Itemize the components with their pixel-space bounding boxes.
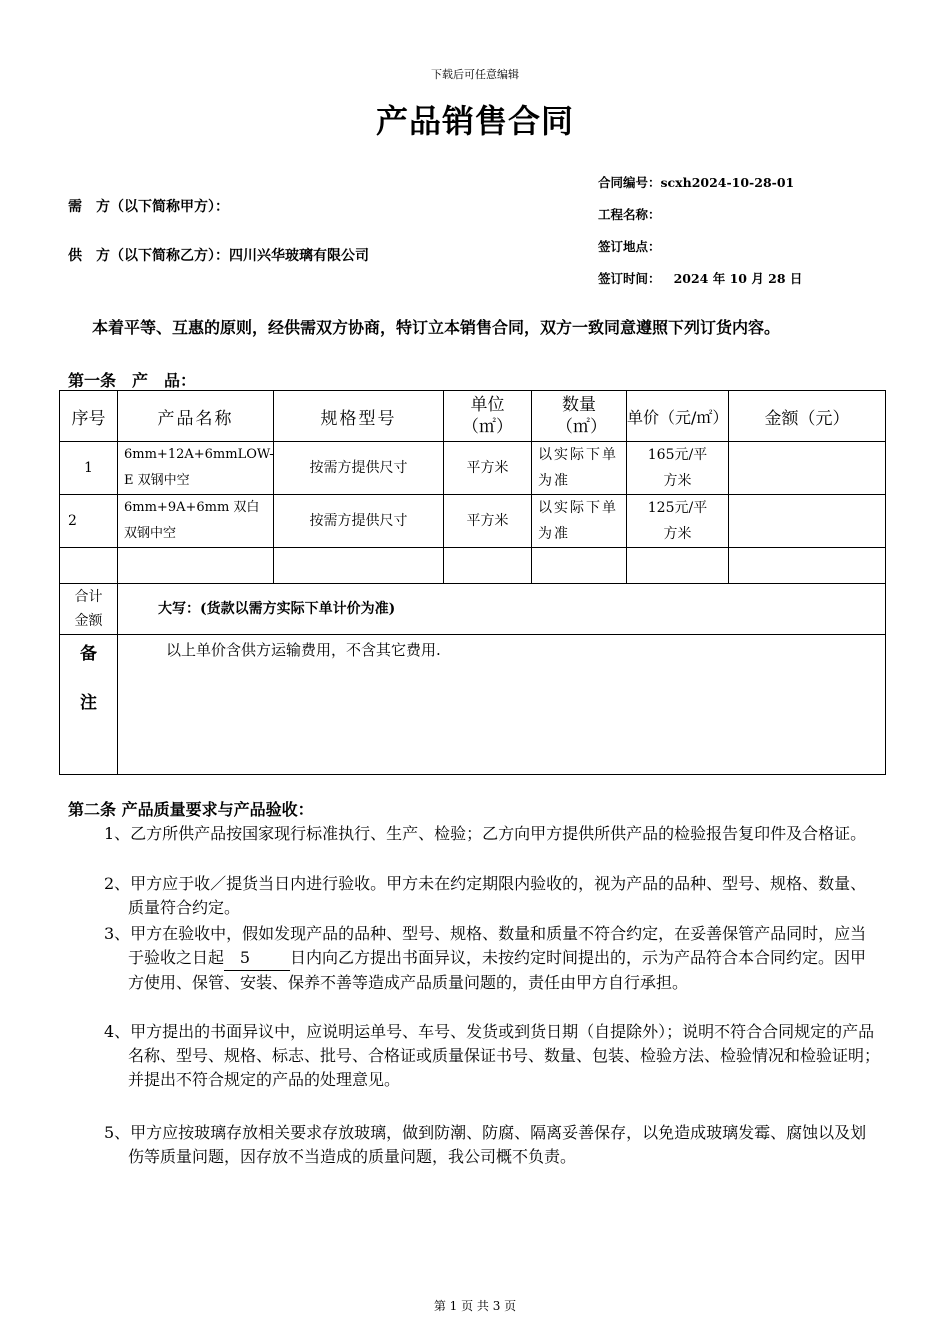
row-1-unit: 平方米 [444, 442, 532, 495]
sign-time-value: 2024 年 10 月 28 日 [673, 271, 803, 286]
page-footer: 第 1 页 共 3 页 [433, 1299, 517, 1313]
row-2-name: 6mm+9A+6mm 双白双钢中空 [118, 495, 274, 548]
clause-4 [104, 1020, 880, 1092]
row-2-spec: 按需方提供尺寸 [274, 495, 444, 548]
clause-2 [104, 872, 880, 920]
document-title: 产品销售合同 [375, 102, 574, 140]
total-text: 大写：(货款以需方实际下单计价为准) [118, 584, 886, 635]
section-1-title: 第一条 产 品： [68, 371, 197, 390]
clause-1 [104, 822, 880, 846]
seller-line: 供 方（以下简称乙方）：四川兴华玻璃有限公司 [68, 248, 369, 264]
header-name: 产品名称 [118, 391, 274, 442]
clause-3-part-b: 日内向乙方提出书面异议，未按约定时间提出的，示为产品符合本合同约定。因甲方使用、保管、安装、保养不善等造成产品质量问题的，责任由甲方自行承担。 [128, 948, 867, 992]
remark-row [60, 635, 886, 775]
section-2-title: 第二条 产品质量要求与产品验收： [68, 800, 314, 819]
table-row [60, 442, 886, 495]
clause-2-text: 2、甲方应于收／提货当日内进行验收。甲方未在约定期限内验收的，视为产品的品种、型号、规格、数量、质量符合约定。 [104, 874, 867, 917]
row-2-amount [729, 495, 886, 548]
table-row [60, 495, 886, 548]
buyer-line: 需 方（以下简称甲方）： [68, 199, 229, 215]
header-no: 序号 [60, 391, 118, 442]
row-2-unit: 平方米 [444, 495, 532, 548]
remark-label-1: 备 [80, 644, 97, 664]
remark-label [60, 635, 118, 775]
remark-text: 以上单价含供方运输费用，不含其它费用. [118, 635, 886, 775]
product-table [59, 390, 886, 775]
header-note: 下载后可任意编辑 [431, 68, 519, 81]
table-row-empty [60, 548, 886, 584]
row-1-price: 165元/平方米 [627, 442, 729, 495]
clause-3-text [104, 922, 880, 995]
clause-3-days: 5 [224, 946, 290, 971]
header-unit: 单位（㎡） [444, 391, 532, 442]
row-2-no: 2 [60, 495, 118, 548]
clause-3-part-a: 3、甲方在验收中，假如发现产品的品种、型号、规格、数量和质量不符合约定，在妥善保管产品同时，应当于验收之日起 [104, 924, 867, 967]
sign-place: 签订地点： [598, 239, 661, 254]
clause-5 [104, 1121, 880, 1169]
clause-5-text: 5、甲方应按玻璃存放相关要求存放玻璃，做到防潮、防腐、隔离妥善保存，以免造成玻璃发霉、腐蚀以及划伤等质量问题，因存放不当造成的质量问题，我公司概不负责。 [104, 1123, 867, 1166]
row-1-no: 1 [60, 442, 118, 495]
header-qty: 数量（㎡） [532, 391, 627, 442]
total-row [60, 584, 886, 635]
clause-4-text: 4、甲方提出的书面异议中，应说明运单号、车号、发货或到货日期（自提除外）；说明不符合合同规定的产品名称、型号、规格、标志、批号、合格证或质量保证书号、数量、包装、检验方法、检验情况和检验证明；并提出不符合规定的产品的处理意见。 [104, 1022, 881, 1089]
sign-time [598, 269, 802, 287]
row-1-spec: 按需方提供尺寸 [274, 442, 444, 495]
clause-3 [104, 922, 880, 995]
table-header-row [60, 391, 886, 442]
clause-1-text: 1、乙方所供产品按国家现行标准执行、生产、检验；乙方向甲方提供所供产品的检验报告复印件及合格证。 [104, 824, 867, 843]
header-amount: 金额（元） [729, 391, 886, 442]
row-2-price: 125元/平方米 [627, 495, 729, 548]
row-2-qty: 以实际下单为准 [532, 495, 627, 548]
remark-label-2: 注 [80, 693, 97, 713]
intro-paragraph: 本着平等、互惠的原则，经供需双方协商，特订立本销售合同，双方一致同意遵照下列订货内容。 [92, 318, 781, 337]
row-1-amount [729, 442, 886, 495]
total-label: 合计金额 [60, 584, 118, 635]
sign-time-label: 签订时间： [598, 271, 661, 286]
header-price: 单价（元/㎡） [627, 391, 729, 442]
project-name: 工程名称： [598, 207, 661, 222]
row-1-qty: 以实际下单为准 [532, 442, 627, 495]
contract-number: 合同编号：scxh2024-10-28-01 [598, 175, 795, 190]
row-1-name: 6mm+12A+6mmLOW-E 双钢中空 [118, 442, 274, 495]
header-spec: 规格型号 [274, 391, 444, 442]
